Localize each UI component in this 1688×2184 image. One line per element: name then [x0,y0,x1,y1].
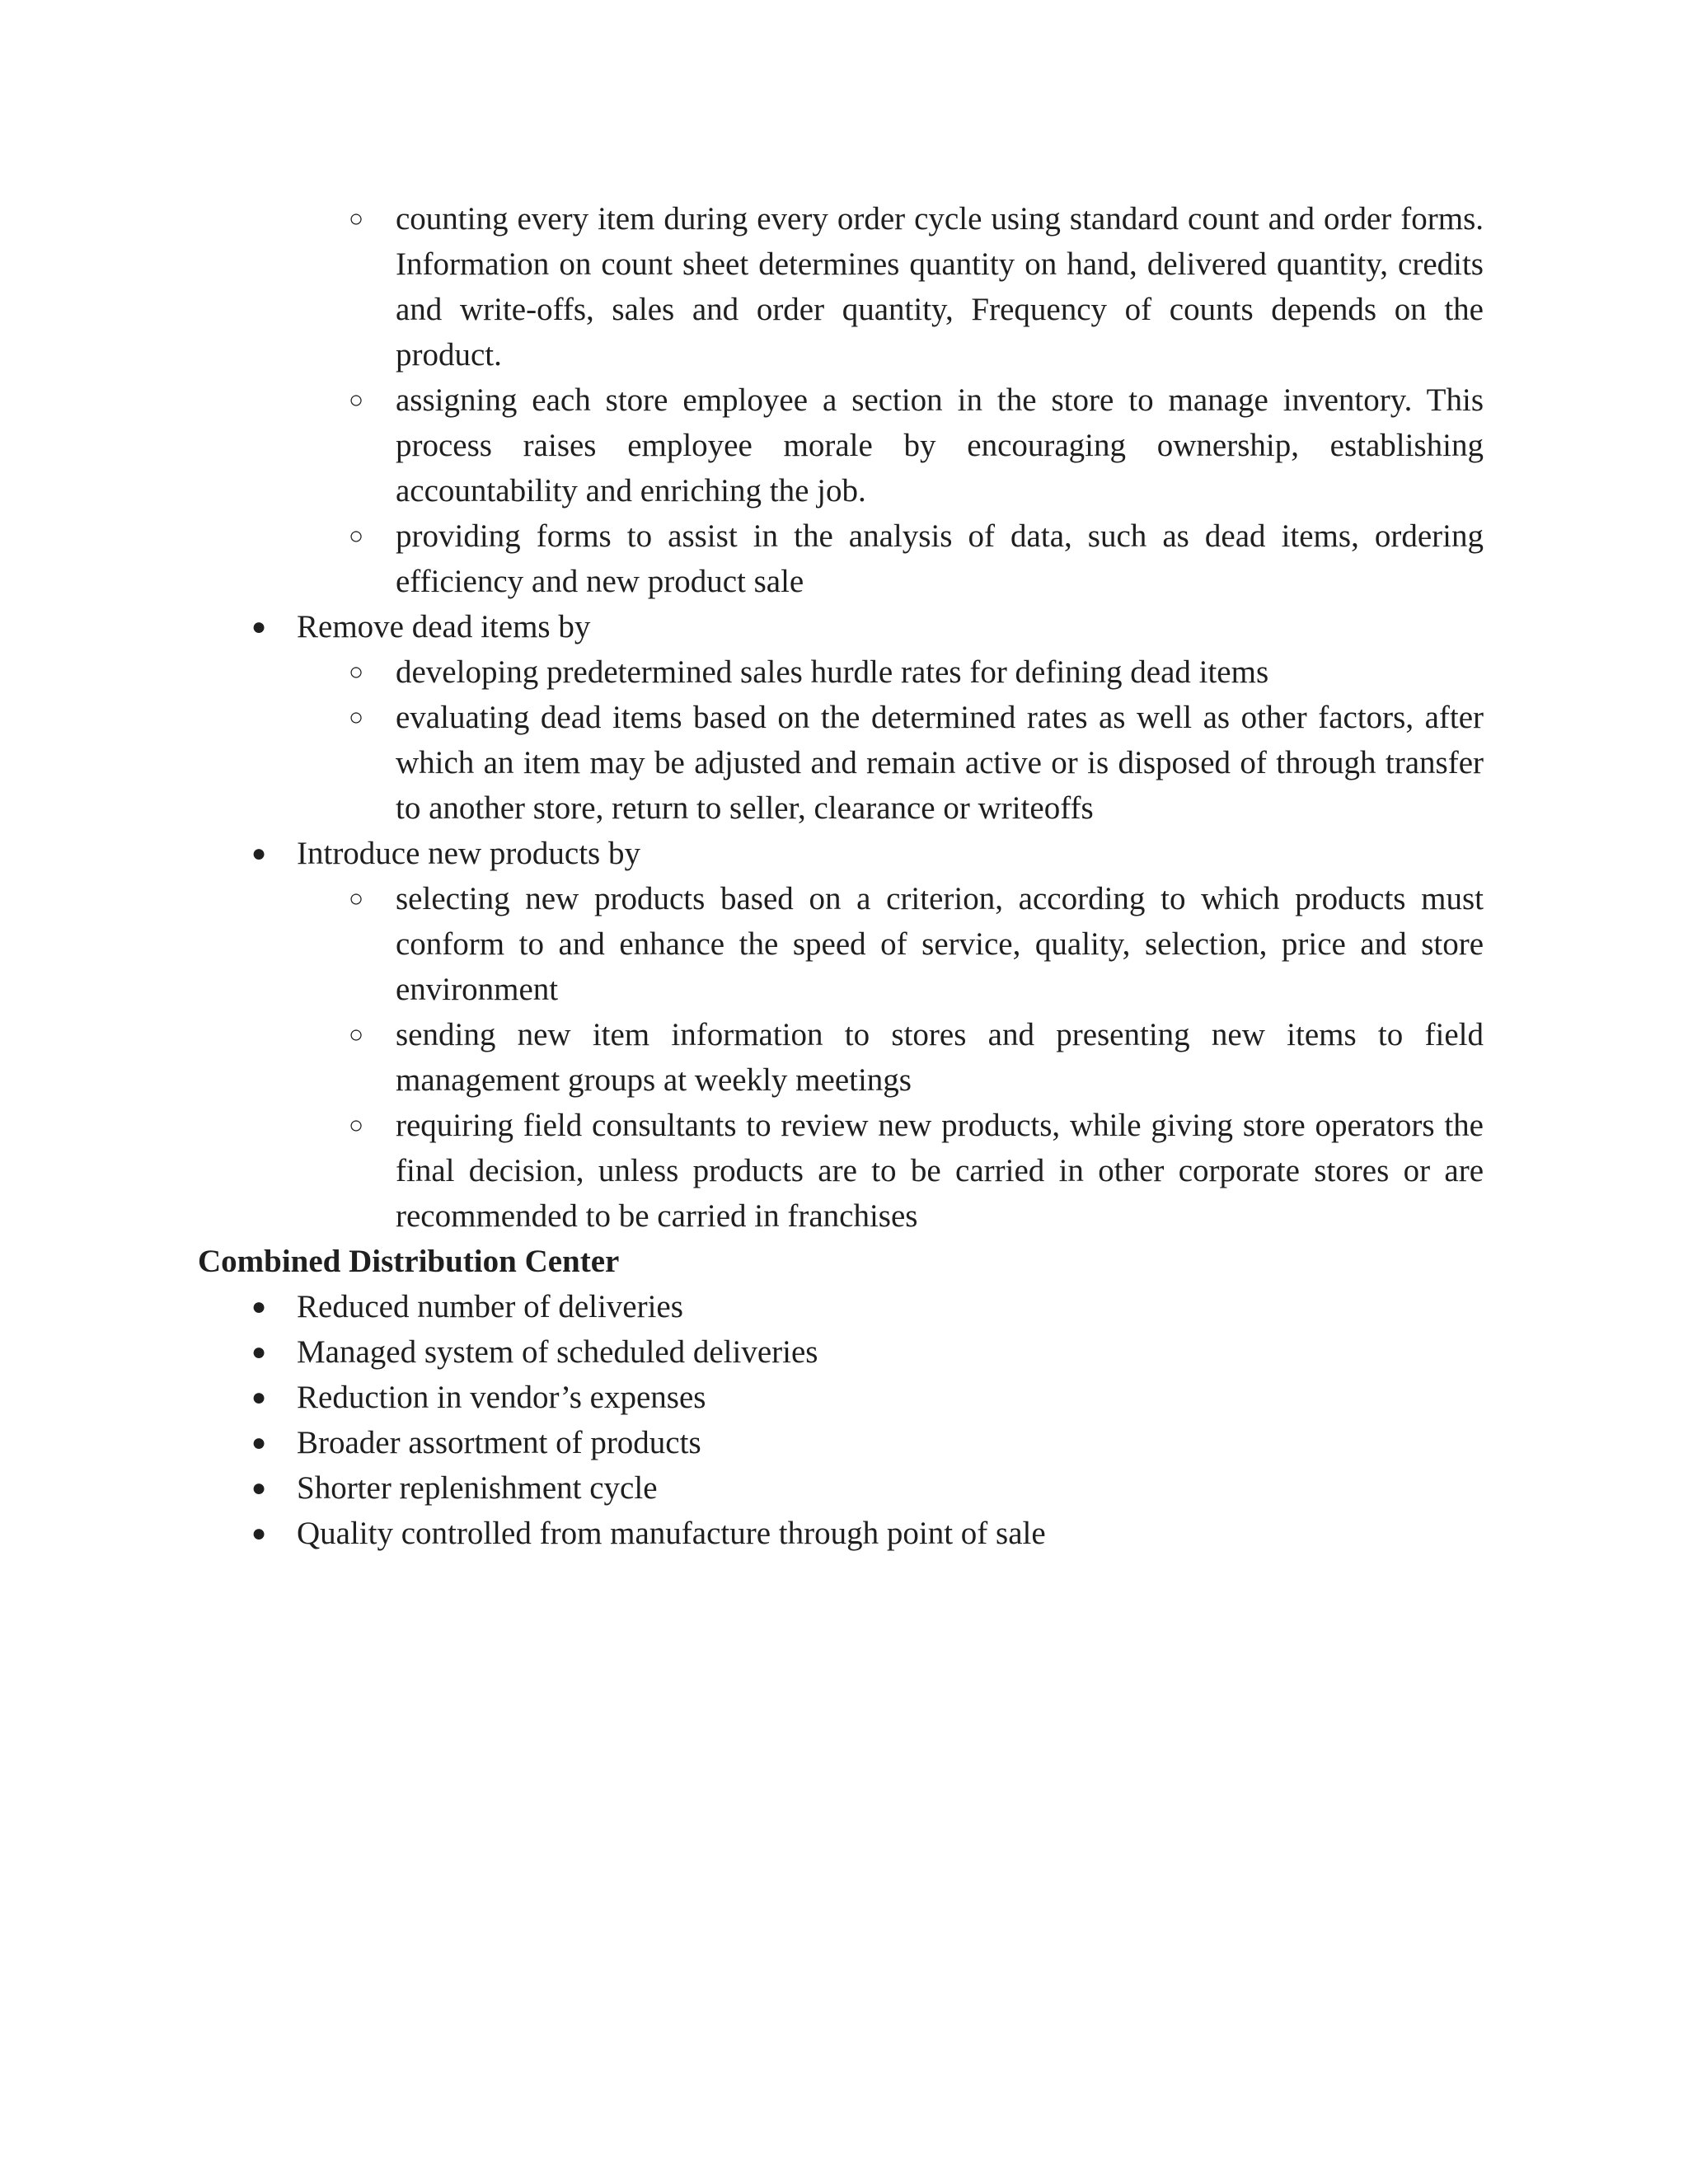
hollow-bullet-icon: ○ [348,1112,364,1139]
list-item [198,1103,1484,1239]
list-item [198,649,1484,695]
list-item [198,1511,1484,1556]
list-item-text: Quality controlled from manufacture through point of sale [297,1516,1046,1551]
list-item-text: Shorter replenishment cycle [297,1470,658,1506]
list-item [198,695,1484,831]
document-body [198,196,1484,1556]
filled-bullet-icon: ● [251,1520,267,1547]
list-item-text: selecting new products based on a criterion, according to which products must conform to and enhance the speed of service, quality, selection, price and store environment [396,881,1484,1007]
list-item-text: evaluating dead items based on the determined rates as well as other factors, after which an item may be adjusted and remain active or is disposed of through transfer to another store, return to seller, clearance or writeoffs [396,700,1484,826]
hollow-bullet-icon: ○ [348,1021,364,1048]
list-item-text: Broader assortment of products [297,1425,701,1460]
list-item-text: assigning each store employee a section in the store to manage inventory. This process raises employee morale by encouraging ownership, establishing accountability and enriching the job. [396,382,1484,509]
list-item [198,1465,1484,1511]
list-item-text: counting every item during every order cycle using standard count and order forms. Information on count sheet determines quantity on hand, delivered quantity, credits and write-offs, sales and order quantity, Frequency of counts depends on the product. [396,201,1484,373]
list-item-text: Remove dead items by [297,609,591,644]
list-item-text: requiring field consultants to review new products, while giving store operators the final decision, unless products are to be carried in other corporate stores or are recommended to be carried in franchises [396,1108,1484,1234]
list-item-text: Introduce new products by [297,836,640,871]
list-item-text: Reduced number of deliveries [297,1289,683,1324]
list-item [198,604,1484,649]
filled-bullet-icon: ● [251,1293,267,1320]
list-item [198,513,1484,604]
filled-bullet-icon: ● [251,1474,267,1502]
filled-bullet-icon: ● [251,840,267,867]
hollow-bullet-icon: ○ [348,387,364,414]
hollow-bullet-icon: ○ [348,205,364,232]
list-item-text: developing predetermined sales hurdle rates for defining dead items [396,654,1269,690]
filled-bullet-icon: ● [251,1429,267,1456]
list-item [198,831,1484,876]
list-item-text: Reduction in vendor’s expenses [297,1380,706,1415]
list-item [198,876,1484,1012]
hollow-bullet-icon: ○ [348,885,364,912]
list-item [198,196,1484,377]
list-item-text: sending new item information to stores and presenting new items to field management groups at weekly meetings [396,1017,1484,1098]
list-item [198,1284,1484,1329]
list-item [198,1329,1484,1375]
list-item [198,1012,1484,1103]
list-item [198,1375,1484,1420]
list-item [198,377,1484,513]
list-item [198,1420,1484,1465]
hollow-bullet-icon: ○ [348,523,364,550]
hollow-bullet-icon: ○ [348,658,364,686]
filled-bullet-icon: ● [251,613,267,640]
filled-bullet-icon: ● [251,1384,267,1411]
hollow-bullet-icon: ○ [348,704,364,731]
section-heading: Combined Distribution Center [198,1244,620,1279]
list-item-text: Managed system of scheduled deliveries [297,1334,818,1370]
list-item-text: providing forms to assist in the analysis of data, such as dead items, ordering efficiency and new product sale [396,518,1484,599]
filled-bullet-icon: ● [251,1338,267,1366]
